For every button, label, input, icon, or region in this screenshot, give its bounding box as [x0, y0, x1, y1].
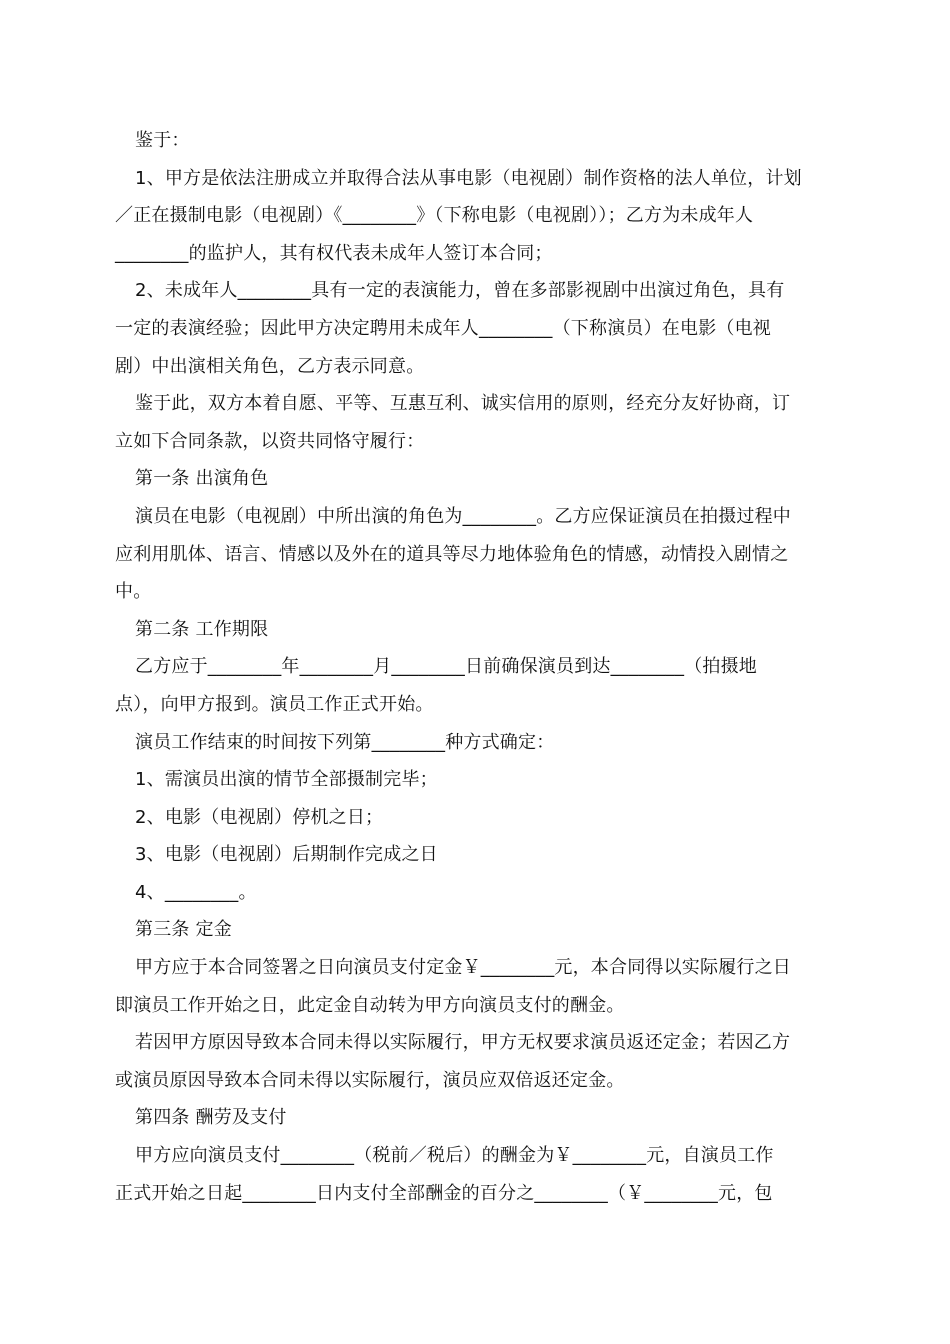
- article-4-heading: 第四条 酬劳及支付: [135, 1107, 287, 1129]
- end-option-1: 1、需演员出演的情节全部摄制完毕；: [135, 769, 438, 791]
- article-2-end-method: 演员工作结束的时间按下列第________种方式确定：: [135, 731, 555, 753]
- agreement-intro-line-2: 立如下合同条款，以资共同恪守履行：: [115, 430, 425, 452]
- end-option-2: 2、电影（电视剧）停机之日；: [135, 806, 384, 828]
- article-1-line-3: 中。: [115, 581, 152, 603]
- article-3-line-4: 或演员原因导致本合同未得以实际履行，演员应双倍返还定金。: [115, 1069, 625, 1091]
- article-3-line-1: 甲方应于本合同签署之日向演员支付定金￥________元，本合同得以实际履行之日: [135, 957, 791, 979]
- article-2-line-1: 乙方应于________年________月________日前确保演员到达________（拍摄地: [135, 656, 757, 678]
- agreement-intro-line-1: 鉴于此，双方本着自愿、平等、互惠互利、诚实信用的原则，经充分友好协商，订: [135, 393, 791, 415]
- recital-2-line-2: 一定的表演经验；因此甲方决定聘用未成年人________（下称演员）在电影（电视: [115, 317, 771, 339]
- recital-2-line-1: 2、未成年人________具有一定的表演能力，曾在多部影视剧中出演过角色，具有: [135, 280, 785, 302]
- recital-1-line-1: 1、甲方是依法注册成立并取得合法从事电影（电视剧）制作资格的法人单位，计划: [135, 167, 802, 189]
- recital-1-line-3: ________的监护人，其有权代表未成年人签订本合同；: [115, 242, 553, 264]
- article-4-line-2: 正式开始之日起________日内支付全部酬金的百分之________（￥________元，包: [115, 1182, 773, 1204]
- end-option-4: 4、________。: [135, 881, 257, 903]
- article-3-line-2: 即演员工作开始之日，此定金自动转为甲方向演员支付的酬金。: [115, 994, 625, 1016]
- recital-2-line-3: 剧）中出演相关角色，乙方表示同意。: [115, 355, 425, 377]
- article-1-line-1: 演员在电影（电视剧）中所出演的角色为________。乙方应保证演员在拍摄过程中: [135, 505, 791, 527]
- article-3-heading: 第三条 定金: [135, 919, 232, 941]
- article-2-heading: 第二条 工作期限: [135, 618, 269, 640]
- article-3-line-3: 若因甲方原因导致本合同未得以实际履行，甲方无权要求演员返还定金；若因乙方: [135, 1032, 791, 1054]
- end-option-3: 3、电影（电视剧）后期制作完成之日: [135, 844, 438, 866]
- article-1-line-2: 应利用肌体、语言、情感以及外在的道具等尽力地体验角色的情感，动情投入剧情之: [115, 543, 789, 565]
- recital-heading: 鉴于：: [135, 130, 190, 151]
- article-4-line-1: 甲方应向演员支付________（税前／税后）的酬金为￥________元，自演员工作: [135, 1145, 774, 1167]
- article-2-line-2: 点），向甲方报到。演员工作正式开始。: [115, 693, 434, 715]
- recital-1-line-2: ／正在摄制电影（电视剧）《________》（下称电影（电视剧））；乙方为未成年人: [115, 205, 754, 227]
- article-1-heading: 第一条 出演角色: [135, 468, 269, 490]
- document-body: [115, 122, 840, 1212]
